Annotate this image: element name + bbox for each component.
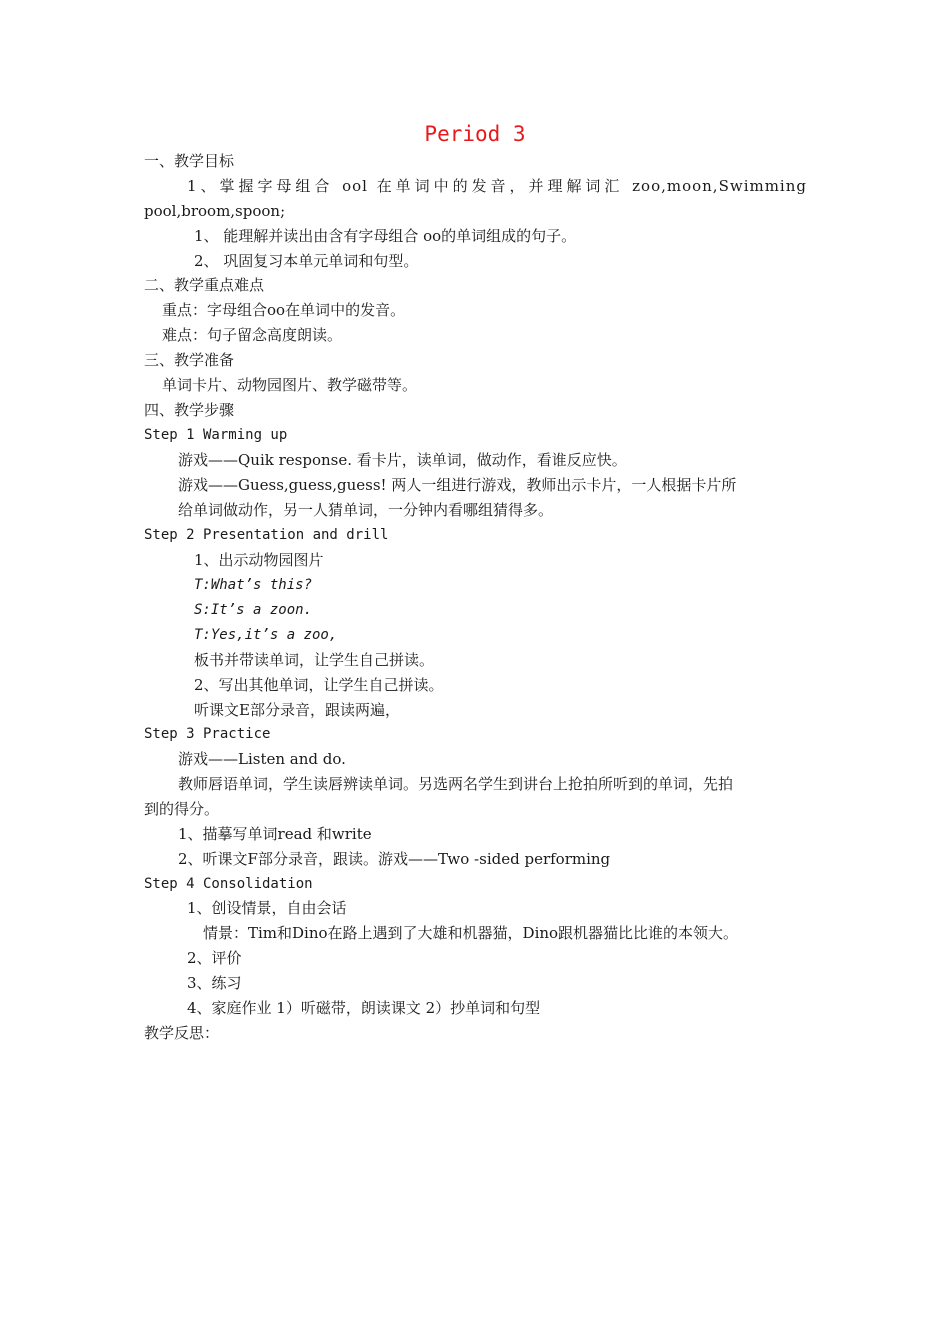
text-line: 教师唇语单词，学生读唇辨读单词。另选两名学生到讲台上抢拍所听到的单词，先拍 (178, 775, 734, 793)
step-heading: Step 4 Consolidation (144, 876, 313, 892)
text-line: 4、家庭作业 1）听磁带，朗读课文 2）抄单词和句型 (187, 999, 541, 1017)
text-line: 游戏——Listen and do. (178, 750, 346, 768)
text-line: 游戏——Guess,guess,guess! 两人一组进行游戏，教师出示卡片，一人根据卡片所 (178, 476, 737, 494)
text-line: 到的得分。 (144, 800, 220, 818)
text-line: 2、听课文F部分录音，跟读。游戏——Two -sided performing (178, 850, 611, 868)
objective-line: 1、掌握字母组合 ool 在单词中的发音，并理解词汇 zoo,moon,Swimming (187, 177, 807, 195)
text-line: 1、出示动物园图片 (194, 551, 324, 569)
text-line: 1、描摹写单词read 和write (178, 825, 372, 843)
text-line: 2、评价 (187, 949, 242, 967)
text-line: 单词卡片、动物园图片、教学磁带等。 (162, 376, 418, 394)
text-line: 给单词做动作，另一人猜单词，一分钟内看哪组猜得多。 (178, 501, 554, 519)
text-line: 难点：句子留念高度朗读。 (162, 326, 343, 344)
text-line: 板书并带读单词，让学生自己拼读。 (194, 651, 435, 669)
dialogue-line: S:It’s a zoon. (194, 602, 313, 618)
step-heading: Step 3 Practice (144, 726, 271, 742)
step-heading: Step 1 Warming up (144, 427, 288, 443)
step-heading: Step 2 Presentation and drill (144, 527, 389, 543)
text-line: 游戏——Quik response. 看卡片，读单词，做动作，看谁反应快。 (178, 451, 627, 469)
dialogue-line: T:Yes,it’s a zoo, (194, 627, 338, 643)
text-line: 3、练习 (187, 974, 242, 992)
objective-line: 2、 巩固复习本单元单词和句型。 (194, 252, 419, 270)
text-line: 1、创设情景，自由会话 (187, 899, 347, 917)
section-heading: 二、教学重点难点 (144, 276, 265, 294)
text-line: 情景：Tim和Dino在路上遇到了大雄和机器猫，Dino跟机器猫比比谁的本领大。 (203, 924, 739, 942)
section-heading: 四、教学步骤 (144, 401, 235, 419)
text-line: 2、写出其他单词，让学生自己拼读。 (194, 676, 444, 694)
text-line: 听课文E部分录音，跟读两遍， (194, 701, 400, 719)
text-line: 重点：字母组合oo在单词中的发音。 (162, 301, 406, 319)
objective-line: 1、 能理解并读出由含有字母组合 oo的单词组成的句子。 (194, 227, 577, 245)
reflection-heading: 教学反思： (144, 1024, 220, 1042)
objective-line: pool,broom,spoon; (144, 202, 286, 220)
document-title: Period 3 (424, 122, 526, 146)
section-heading: 三、教学准备 (144, 351, 235, 369)
dialogue-line: T:What’s this? (194, 577, 313, 593)
section-heading: 一、教学目标 (144, 152, 235, 170)
